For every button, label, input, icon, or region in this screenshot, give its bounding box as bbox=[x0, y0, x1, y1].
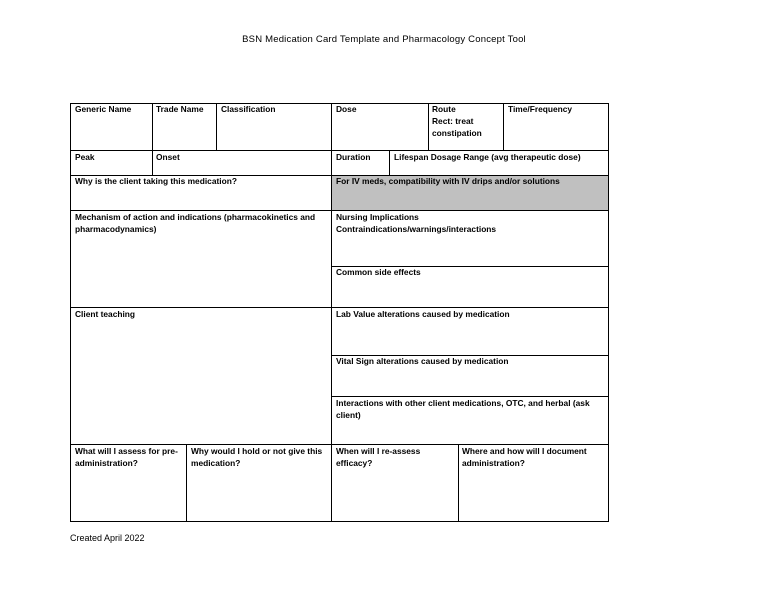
iv-compatibility-label: For IV meds, compatibility with IV drips and/or solutions bbox=[336, 176, 560, 186]
hold-or-give-label: Why would I hold or not give this medication? bbox=[191, 446, 323, 468]
interactions-label: Interactions with other client medications, OTC, and herbal (ask client) bbox=[336, 398, 590, 420]
page-title: BSN Medication Card Template and Pharmacology Concept Tool bbox=[242, 34, 526, 45]
grid-line bbox=[428, 103, 429, 151]
grid-line bbox=[70, 521, 609, 522]
grid-line bbox=[186, 444, 187, 522]
grid-line bbox=[458, 444, 459, 522]
trade-name-label: Trade Name bbox=[156, 104, 204, 114]
grid-line bbox=[70, 307, 609, 308]
reassess-efficacy-label: When will I re-assess efficacy? bbox=[336, 446, 421, 468]
generic-name-label: Generic Name bbox=[75, 104, 132, 114]
common-side-effects-label: Common side effects bbox=[336, 267, 421, 277]
grid-line bbox=[331, 103, 332, 522]
grid-line bbox=[152, 103, 153, 151]
nursing-implications-label: Nursing Implications bbox=[336, 212, 419, 222]
lifespan-dosage-label: Lifespan Dosage Range (avg therapeutic dose) bbox=[394, 152, 581, 162]
document-admin-label: Where and how will I document administration? bbox=[462, 446, 587, 468]
assess-pre-admin-label: What will I assess for pre-administration? bbox=[75, 446, 178, 468]
route-value-line2: constipation bbox=[432, 128, 482, 138]
why-taking-label: Why is the client taking this medication? bbox=[75, 176, 237, 186]
grid-line bbox=[216, 103, 217, 151]
grid-line bbox=[70, 103, 71, 522]
footer-created-date: Created April 2022 bbox=[70, 533, 145, 543]
peak-label: Peak bbox=[75, 152, 95, 162]
route-label: Route bbox=[432, 104, 456, 114]
duration-label: Duration bbox=[336, 152, 371, 162]
onset-label: Onset bbox=[156, 152, 180, 162]
grid-line bbox=[70, 444, 609, 445]
route-value-line1: Rect: treat bbox=[432, 116, 474, 126]
grid-line bbox=[332, 396, 609, 397]
grid-line bbox=[608, 103, 609, 522]
grid-line bbox=[389, 150, 390, 176]
client-teaching-label: Client teaching bbox=[75, 309, 136, 319]
grid-line bbox=[152, 150, 153, 176]
grid-line bbox=[70, 210, 609, 211]
grid-line bbox=[503, 103, 504, 151]
grid-line bbox=[70, 150, 609, 151]
dose-label: Dose bbox=[336, 104, 357, 114]
mechanism-label: Mechanism of action and indications (pharmacokinetics and pharmacodynamics) bbox=[75, 212, 316, 234]
time-frequency-label: Time/Frequency bbox=[508, 104, 573, 114]
classification-label: Classification bbox=[221, 104, 276, 114]
vital-sign-alterations-label: Vital Sign alterations caused by medication bbox=[336, 356, 509, 366]
lab-value-alterations-label: Lab Value alterations caused by medication bbox=[336, 309, 510, 319]
contraindications-label: Contraindications/warnings/interactions bbox=[336, 224, 497, 234]
